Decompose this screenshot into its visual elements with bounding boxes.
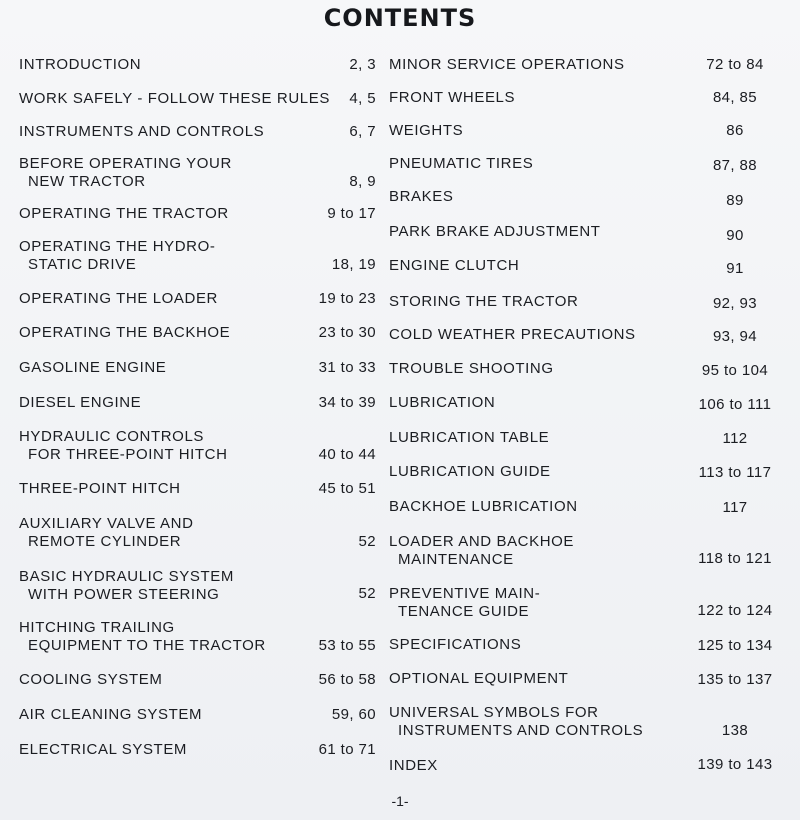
toc-page-ref: 2, 3 [349, 56, 376, 73]
toc-page-ref: 40 to 44 [318, 446, 376, 463]
toc-entry [19, 394, 141, 412]
toc-page-ref: 125 to 134 [697, 637, 773, 654]
toc-entry-title-continued: REMOTE CYLINDER [28, 533, 182, 550]
toc-entry-title: OPTIONAL EQUIPMENT [389, 670, 569, 687]
toc-entry-title: LUBRICATION TABLE [389, 429, 550, 446]
toc-page-ref: 112 [722, 430, 748, 447]
toc-page-ref: 86 [726, 122, 744, 139]
toc-entry-title: OPERATING THE BACKHOE [19, 324, 231, 341]
toc-page-ref: 87, 88 [712, 157, 758, 174]
toc-entry-title: TROUBLE SHOOTING [389, 360, 554, 377]
toc-page-ref: 135 to 137 [697, 671, 773, 688]
toc-page-ref: 53 to 55 [318, 637, 376, 654]
toc-entry-title: INTRODUCTION [19, 56, 142, 73]
toc-page-ref: 8, 9 [349, 173, 376, 190]
toc-entry-title: LUBRICATION [389, 394, 496, 411]
toc-page-ref: 139 to 143 [697, 756, 773, 773]
toc-entry [389, 670, 568, 688]
toc-entry-title-continued: EQUIPMENT TO THE TRACTOR [28, 637, 266, 654]
toc-page-ref: 122 to 124 [697, 602, 773, 619]
toc-entry-title: WORK SAFELY - FOLLOW THESE RULES [19, 90, 330, 107]
toc-entry [19, 706, 202, 724]
toc-entry-title: ELECTRICAL SYSTEM [19, 741, 188, 758]
toc-entry [389, 326, 636, 344]
toc-page-ref: 45 to 51 [318, 480, 376, 497]
toc-entry [19, 568, 234, 604]
toc-entry-title: DIESEL ENGINE [19, 394, 142, 411]
toc-page-ref: 4, 5 [349, 90, 376, 107]
toc-page-ref: 59, 60 [331, 706, 376, 723]
toc-entry [389, 257, 519, 275]
toc-page-ref: 118 to 121 [698, 550, 772, 567]
toc-entry-title: PREVENTIVE MAIN- [389, 585, 541, 602]
toc-entry-title: THREE-POINT HITCH [19, 480, 181, 497]
toc-page-ref: 52 [358, 585, 376, 602]
toc-entry-title: STORING THE TRACTOR [389, 293, 579, 310]
toc-entry-title: BACKHOE LUBRICATION [389, 498, 578, 515]
toc-page-ref: 9 to 17 [327, 205, 376, 222]
toc-page-ref: 113 to 117 [698, 464, 772, 481]
toc-entry [389, 585, 540, 621]
toc-page-ref: 106 to 111 [698, 396, 772, 413]
toc-entry [19, 480, 181, 498]
toc-entry [19, 324, 230, 342]
toc-entry-title: COLD WEATHER PRECAUTIONS [389, 326, 636, 343]
toc-entry [19, 290, 218, 308]
toc-page-ref: 117 [722, 499, 748, 516]
toc-entry-title: BRAKES [389, 188, 454, 205]
toc-entry-title-continued: TENANCE GUIDE [398, 603, 530, 620]
toc-entry [389, 463, 551, 481]
toc-page-ref: 6, 7 [349, 123, 376, 140]
toc-entry [389, 89, 515, 107]
toc-entry-title: COOLING SYSTEM [19, 671, 163, 688]
toc-entry [19, 238, 215, 274]
toc-entry [389, 498, 578, 516]
page-number: -1- [391, 793, 409, 809]
toc-entry [19, 155, 232, 191]
toc-entry-title: HITCHING TRAILING [19, 619, 175, 636]
toc-page-ref: 18, 19 [331, 256, 376, 273]
toc-entry-title: AIR CLEANING SYSTEM [19, 706, 203, 723]
toc-page-ref: 95 to 104 [701, 362, 769, 379]
toc-page-ref: 31 to 33 [318, 359, 376, 376]
toc-entry [389, 757, 438, 775]
toc-entry-title-continued: MAINTENANCE [398, 551, 514, 568]
toc-page-ref: 34 to 39 [318, 394, 376, 411]
toc-page-ref: 90 [726, 227, 744, 244]
toc-entry-title: SPECIFICATIONS [389, 636, 522, 653]
toc-entry [389, 533, 574, 569]
toc-entry-title: GASOLINE ENGINE [19, 359, 167, 376]
toc-page-ref: 52 [358, 533, 376, 550]
toc-entry [389, 122, 463, 140]
toc-entry [389, 188, 453, 206]
toc-entry-title: FRONT WHEELS [389, 89, 516, 106]
toc-page-ref: 138 [721, 722, 749, 739]
toc-entry-title: INDEX [389, 757, 438, 774]
toc-entry [19, 428, 228, 464]
toc-entry-title-continued: FOR THREE-POINT HITCH [28, 446, 228, 463]
toc-page-ref: 89 [726, 192, 744, 209]
toc-entry [389, 394, 495, 412]
toc-page-ref: 19 to 23 [318, 290, 376, 307]
toc-entry [389, 704, 643, 740]
toc-entry-title: LOADER AND BACKHOE [389, 533, 575, 550]
toc-entry [389, 56, 625, 74]
toc-entry-title-continued: INSTRUMENTS AND CONTROLS [398, 722, 644, 739]
toc-page-ref: 61 to 71 [318, 741, 376, 758]
toc-entry-title: BEFORE OPERATING YOUR [19, 155, 232, 172]
toc-entry-title: AUXILIARY VALVE AND [19, 515, 194, 532]
toc-page-ref: 72 to 84 [706, 56, 764, 73]
toc-entry [389, 155, 533, 173]
toc-entry-title: LUBRICATION GUIDE [389, 463, 551, 480]
toc-entry-title: ENGINE CLUTCH [389, 257, 520, 274]
toc-entry-title: UNIVERSAL SYMBOLS FOR [389, 704, 599, 721]
toc-entry [19, 741, 187, 759]
toc-entry [19, 515, 194, 551]
toc-entry [19, 56, 141, 74]
toc-entry [19, 123, 264, 141]
toc-page-ref: 23 to 30 [318, 324, 376, 341]
toc-page-ref: 84, 85 [712, 89, 758, 106]
toc-entry-title: PNEUMATIC TIRES [389, 155, 534, 172]
toc-entry-title: WEIGHTS [389, 122, 464, 139]
toc-page-ref: 91 [726, 260, 744, 277]
toc-entry [389, 429, 549, 447]
toc-entry [19, 671, 162, 689]
toc-entry-title: OPERATING THE HYDRO- [19, 238, 216, 255]
toc-entry-title-continued: NEW TRACTOR [28, 173, 146, 190]
toc-entry [19, 359, 166, 377]
toc-entry-title: PARK BRAKE ADJUSTMENT [389, 223, 601, 240]
toc-entry-title: BASIC HYDRAULIC SYSTEM [19, 568, 234, 585]
toc-entry-title: MINOR SERVICE OPERATIONS [389, 56, 625, 73]
page-title: CONTENTS [323, 4, 477, 32]
toc-entry-title: OPERATING THE TRACTOR [19, 205, 229, 222]
toc-entry [389, 293, 578, 311]
toc-entry [389, 223, 601, 241]
toc-page-ref: 92, 93 [712, 295, 758, 312]
toc-entry-title: HYDRAULIC CONTROLS [19, 428, 204, 445]
toc-entry [19, 619, 266, 655]
toc-page-ref: 93, 94 [712, 328, 758, 345]
toc-page-ref: 56 to 58 [318, 671, 376, 688]
toc-entry [389, 360, 554, 378]
toc-entry-title-continued: WITH POWER STEERING [28, 586, 220, 603]
toc-entry [19, 205, 229, 223]
toc-entry-title: OPERATING THE LOADER [19, 290, 218, 307]
toc-entry-title: INSTRUMENTS AND CONTROLS [19, 123, 265, 140]
toc-entry-title-continued: STATIC DRIVE [28, 256, 137, 273]
toc-entry [389, 636, 521, 654]
